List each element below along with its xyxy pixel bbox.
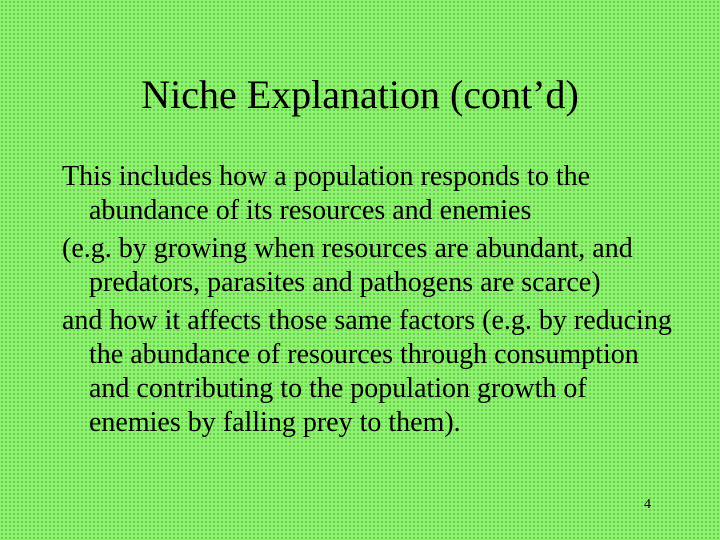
slide-body [62, 160, 682, 444]
slide-page-number: 4 [644, 497, 651, 512]
body-paragraph-1: This includes how a population responds to the abundance of its resources and enemies [62, 161, 591, 226]
slide-title: Niche Explanation (cont’d) [141, 72, 579, 117]
body-paragraph-2: (e.g. by growing when resources are abundant, and predators, parasites and pathogens are scarce) [62, 233, 633, 298]
body-paragraph-3: and how it affects those same factors (e.g. by reducing the abundance of resources through consumption and contributing to the population growth of enemies by falling prey to them). [62, 305, 672, 438]
